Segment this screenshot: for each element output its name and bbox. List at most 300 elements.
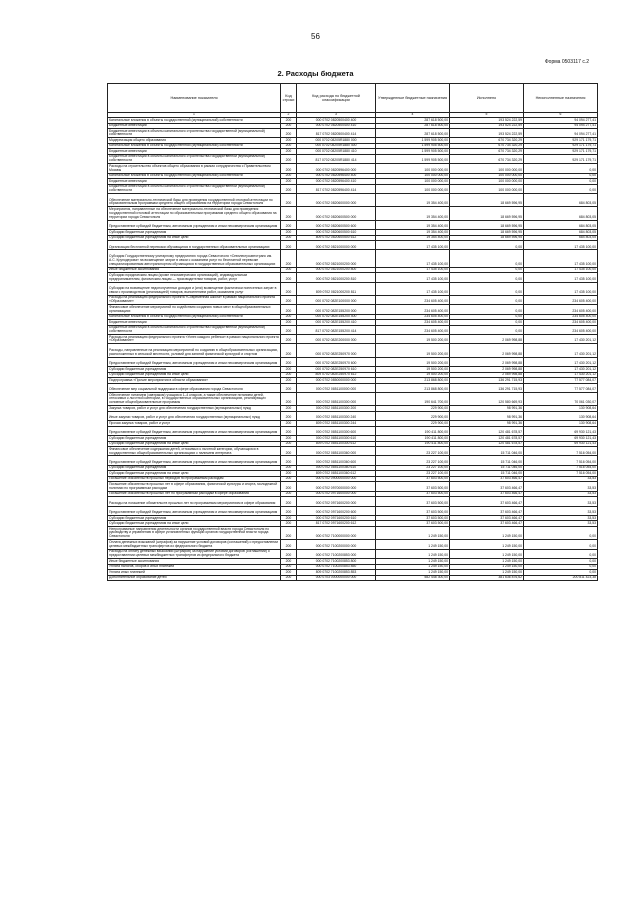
row-budget-code: 000 0702 7100000000 000 bbox=[297, 526, 376, 539]
row-unexecuted-amount: 7 516 054,00 bbox=[524, 447, 598, 456]
row-name: Капитальные вложения в объекты государственной (муниципальной) собственности bbox=[108, 173, 281, 179]
row-budget-code: 000 0702 0820596400 400 bbox=[297, 173, 376, 179]
row-line-code: 200 bbox=[281, 372, 297, 378]
header-code: Код расхода по бюджетной классификации bbox=[297, 84, 376, 113]
row-name: Бюджетные инвестиции в объекты капитального строительства государственной (муниципальной) собственности bbox=[108, 184, 281, 193]
row-executed-amount: 120 481 678,57 bbox=[450, 426, 524, 435]
row-unexecuted-amount: 200 811 423,38 bbox=[524, 575, 598, 581]
row-name: Субсидии бюджетным учреждениям bbox=[108, 367, 281, 373]
column-number: 3 bbox=[297, 113, 376, 118]
row-approved-amount: 19 354 400,00 bbox=[376, 235, 450, 241]
row-unexecuted-amount: 0,00 bbox=[524, 549, 598, 558]
row-line-code: 200 bbox=[281, 406, 297, 412]
table-row bbox=[108, 273, 598, 282]
row-unexecuted-amount: 33,53 bbox=[524, 497, 598, 506]
row-name: Бюджетные инвестиции в объекты капитального строительства государственной (муниципальной) собственности bbox=[108, 129, 281, 138]
row-executed-amount: 0,00 bbox=[450, 314, 524, 320]
row-budget-code: 000 0702 0820500400 400 bbox=[297, 118, 376, 124]
row-budget-code: 000 0702 08205R1880 000 bbox=[297, 138, 376, 144]
table-row bbox=[108, 383, 598, 392]
row-name: Предоставление субсидий бюджетным, автономным учреждениям и иным некоммерческим организациям bbox=[108, 357, 281, 366]
row-executed-amount: 670 734 320,29 bbox=[450, 138, 524, 144]
row-budget-code: 000 0702 0900000000 000 bbox=[297, 476, 376, 482]
row-unexecuted-amount: 7 516 054,00 bbox=[524, 471, 598, 477]
row-unexecuted-amount: 17 435 100,00 bbox=[524, 273, 598, 282]
row-unexecuted-amount: 929 171 179,71 bbox=[524, 149, 598, 155]
row-unexecuted-amount: 234 605 400,00 bbox=[524, 295, 598, 304]
row-approved-amount: 190 411 800,00 bbox=[376, 436, 450, 442]
row-executed-amount: 98 991,36 bbox=[450, 421, 524, 427]
row-unexecuted-amount: 17 430 201,12 bbox=[524, 372, 598, 378]
row-executed-amount: 98 991,36 bbox=[450, 411, 524, 420]
row-unexecuted-amount: 929 171 179,71 bbox=[524, 143, 598, 149]
row-line-code: 200 bbox=[281, 559, 297, 565]
row-approved-amount: 190 411 800,00 bbox=[376, 426, 450, 435]
row-name: Обеспечение материально-технической базы для проведения государственной итоговой аттестации по образовательным программам среднего общего образования на территории города Севастополя bbox=[108, 194, 281, 207]
table-row bbox=[108, 540, 598, 549]
table-row bbox=[108, 526, 598, 539]
row-line-code: 200 bbox=[281, 207, 297, 220]
row-approved-amount: 37 603 500,00 bbox=[376, 491, 450, 497]
row-budget-code: 809 0702 0820600500 612 bbox=[297, 235, 376, 241]
row-line-code: 200 bbox=[281, 549, 297, 558]
row-approved-amount: 37 603 500,00 bbox=[376, 515, 450, 521]
column-number: 1 bbox=[108, 113, 281, 118]
section-title: 2. Расходы бюджета bbox=[277, 69, 354, 78]
table-row bbox=[108, 325, 598, 334]
row-approved-amount: 229 900,00 bbox=[376, 411, 450, 420]
row-line-code: 200 bbox=[281, 506, 297, 515]
row-approved-amount: 234 605 400,00 bbox=[376, 320, 450, 326]
row-budget-code: 000 0702 082E155200 400 bbox=[297, 314, 376, 320]
row-approved-amount: 17 435 100,00 bbox=[376, 273, 450, 282]
row-line-code: 200 bbox=[281, 521, 297, 527]
row-unexecuted-amount: 69 930 121,43 bbox=[524, 436, 598, 442]
row-line-code: 200 bbox=[281, 314, 297, 320]
row-executed-amount: 0,00 bbox=[450, 267, 524, 273]
row-name: Субсидии бюджетным учреждениям bbox=[108, 436, 281, 442]
row-line-code: 200 bbox=[281, 540, 297, 549]
row-budget-code: 817 0702 082E155200 414 bbox=[297, 325, 376, 334]
row-unexecuted-amount: 33,53 bbox=[524, 506, 598, 515]
row-executed-amount: 0,00 bbox=[450, 320, 524, 326]
row-executed-amount: 15 711 046,00 bbox=[450, 471, 524, 477]
row-line-code: 200 bbox=[281, 220, 297, 229]
row-approved-amount: 1 249 150,00 bbox=[376, 564, 450, 570]
row-approved-amount: 1 249 150,00 bbox=[376, 526, 450, 539]
row-unexecuted-amount: 77 577 084,07 bbox=[524, 378, 598, 384]
row-budget-code: 000 0702 0971600200 600 bbox=[297, 506, 376, 515]
row-budget-code: 000 0702 0851100360 000 bbox=[297, 447, 376, 456]
row-executed-amount: 2 069 998,88 bbox=[450, 344, 524, 357]
row-budget-code: 000 0702 0971600200 610 bbox=[297, 515, 376, 521]
row-line-code: 200 bbox=[281, 482, 297, 491]
row-unexecuted-amount: 33,53 bbox=[524, 491, 598, 497]
row-line-code: 200 bbox=[281, 123, 297, 129]
column-number: 2 bbox=[281, 113, 297, 118]
row-name: Расходы, направленные на реализацию мероприятий по созданию в общеобразовательных организациях, расположенных в сельской местности, условий для занятий физической культурой и спортом bbox=[108, 344, 281, 357]
row-unexecuted-amount: 0,00 bbox=[524, 184, 598, 193]
row-approved-amount: 19 500 200,00 bbox=[376, 367, 450, 373]
row-unexecuted-amount: 17 430 201,12 bbox=[524, 334, 598, 343]
row-unexecuted-amount: 17 430 201,12 bbox=[524, 357, 598, 366]
row-name: Предоставление субсидий бюджетным, автономным учреждениям и иным некоммерческим организациям bbox=[108, 426, 281, 435]
table-row bbox=[108, 184, 598, 193]
row-line-code: 200 bbox=[281, 179, 297, 185]
column-number: 4 bbox=[376, 113, 450, 118]
row-unexecuted-amount: 684 803,05 bbox=[524, 235, 598, 241]
row-approved-amount: 1 599 905 500,00 bbox=[376, 154, 450, 163]
row-budget-code: 000 0702 7100200000 000 bbox=[297, 540, 376, 549]
row-name: Расходы на оплату денежных взысканий (штрафов) за нарушение условий договоров (соглашений) о предоставлении целевых межбюджетных трансфертов из федерального бюджета bbox=[108, 549, 281, 558]
row-line-code: 200 bbox=[281, 267, 297, 273]
row-unexecuted-amount: 234 605 400,00 bbox=[524, 305, 598, 314]
row-name: Иные бюджетные ассигнования bbox=[108, 267, 281, 273]
row-name: Капитальные вложения в объекты государственной (муниципальной) собственности bbox=[108, 118, 281, 124]
row-executed-amount: 193 524 222,59 bbox=[450, 129, 524, 138]
row-approved-amount: 287 618 500,00 bbox=[376, 123, 450, 129]
row-unexecuted-amount: 0,00 bbox=[524, 540, 598, 549]
row-approved-amount: 190 641 700,00 bbox=[376, 392, 450, 405]
row-executed-amount: 1 249 150,00 bbox=[450, 540, 524, 549]
table-row bbox=[108, 129, 598, 138]
row-unexecuted-amount: 684 803,05 bbox=[524, 194, 598, 207]
table-row bbox=[108, 411, 598, 420]
row-unexecuted-amount: 234 605 400,00 bbox=[524, 314, 598, 320]
row-name: Субсидии бюджетным учреждениям на иные цели bbox=[108, 372, 281, 378]
row-approved-amount: 37 603 500,00 bbox=[376, 482, 450, 491]
row-budget-code: 000 0703 0000000000 000 bbox=[297, 575, 376, 581]
row-line-code: 200 bbox=[281, 235, 297, 241]
row-budget-code: 809 0702 0821000200 811 bbox=[297, 282, 376, 295]
row-line-code: 200 bbox=[281, 164, 297, 173]
row-line-code: 200 bbox=[281, 491, 297, 497]
row-budget-code: 000 0702 0820600000 000 bbox=[297, 194, 376, 207]
row-unexecuted-amount: 17 435 100,00 bbox=[524, 250, 598, 267]
row-executed-amount: 381 636 876,62 bbox=[450, 575, 524, 581]
row-budget-code: 000 0702 0821000000 000 bbox=[297, 241, 376, 250]
form-code: Форма 0503117 с.2 bbox=[544, 59, 589, 65]
row-budget-code: 000 0702 0820596400 410 bbox=[297, 179, 376, 185]
row-approved-amount: 234 605 400,00 bbox=[376, 314, 450, 320]
header-row bbox=[108, 84, 598, 113]
row-executed-amount: 0,00 bbox=[450, 325, 524, 334]
row-budget-code: 000 0702 082E155200 410 bbox=[297, 320, 376, 326]
table-row bbox=[108, 344, 598, 357]
row-unexecuted-amount: 130 908,64 bbox=[524, 421, 598, 427]
row-executed-amount: 15 711 046,00 bbox=[450, 465, 524, 471]
row-budget-code: 000 0702 0970000000 000 bbox=[297, 482, 376, 491]
row-name: Расходы на погашение обязательств прошлых лет по программным мероприятиям в сфере образования bbox=[108, 497, 281, 506]
row-executed-amount: 2 069 998,88 bbox=[450, 357, 524, 366]
row-line-code: 200 bbox=[281, 344, 297, 357]
row-line-code: 200 bbox=[281, 526, 297, 539]
row-unexecuted-amount: 69 930 121,43 bbox=[524, 426, 598, 435]
row-unexecuted-amount: 929 171 179,71 bbox=[524, 154, 598, 163]
row-line-code: 200 bbox=[281, 421, 297, 427]
row-name: Субсидии бюджетным учреждениям на иные цели bbox=[108, 471, 281, 477]
row-line-code: 200 bbox=[281, 149, 297, 155]
row-line-code: 200 bbox=[281, 497, 297, 506]
table-row bbox=[108, 549, 598, 558]
row-executed-amount: 18 669 596,95 bbox=[450, 207, 524, 220]
row-executed-amount: 0,00 bbox=[450, 273, 524, 282]
row-line-code: 200 bbox=[281, 575, 297, 581]
row-approved-amount: 19 500 200,00 bbox=[376, 334, 450, 343]
row-executed-amount: 0,00 bbox=[450, 305, 524, 314]
row-name: Бюджетные инвестиции в объекты капитального строительства государственной (муниципальной) собственности bbox=[108, 154, 281, 163]
row-approved-amount: 23 227 100,00 bbox=[376, 465, 450, 471]
row-line-code: 200 bbox=[281, 426, 297, 435]
row-approved-amount: 234 605 400,00 bbox=[376, 305, 450, 314]
row-budget-code: 000 0702 082E250970 000 bbox=[297, 344, 376, 357]
row-name: Иные закупки товаров, работ и услуг для обеспечения государственных (муниципальных) нужд bbox=[108, 411, 281, 420]
row-executed-amount: 120 580 669,93 bbox=[450, 392, 524, 405]
row-executed-amount: 193 524 222,59 bbox=[450, 123, 524, 129]
row-unexecuted-amount: 94 094 277,41 bbox=[524, 123, 598, 129]
row-approved-amount: 19 500 200,00 bbox=[376, 372, 450, 378]
table-row bbox=[108, 426, 598, 435]
row-name: Уплата налогов, сборов и иных платежей bbox=[108, 564, 281, 570]
row-approved-amount: 19 500 200,00 bbox=[376, 357, 450, 366]
row-name: Субсидии бюджетным учреждениям на иные цели bbox=[108, 235, 281, 241]
row-line-code: 200 bbox=[281, 173, 297, 179]
row-unexecuted-amount: 17 430 201,12 bbox=[524, 367, 598, 373]
row-line-code: 200 bbox=[281, 392, 297, 405]
row-line-code: 200 bbox=[281, 436, 297, 442]
row-budget-code: 000 0702 0971600000 000 bbox=[297, 491, 376, 497]
row-approved-amount: 234 605 400,00 bbox=[376, 295, 450, 304]
row-name: Мероприятия, направленные на обеспечение материально-технической базы для проведения государственной итоговой аттестации по образовательным программам среднего общего образования на территории города Севастополя bbox=[108, 207, 281, 220]
row-name: Предоставление субсидий бюджетным, автономным учреждениям и иным некоммерческим организациям bbox=[108, 456, 281, 465]
row-line-code: 200 bbox=[281, 325, 297, 334]
row-budget-code: 809 0702 0851100300 612 bbox=[297, 441, 376, 447]
row-line-code: 200 bbox=[281, 184, 297, 193]
row-budget-code: 000 0702 082E200000 000 bbox=[297, 334, 376, 343]
expenses-table bbox=[107, 83, 598, 581]
row-line-code: 200 bbox=[281, 230, 297, 236]
row-line-code: 200 bbox=[281, 447, 297, 456]
row-approved-amount: 17 435 100,00 bbox=[376, 250, 450, 267]
row-name: Субсидии бюджетным учреждениям bbox=[108, 515, 281, 521]
row-unexecuted-amount: 17 435 100,00 bbox=[524, 282, 598, 295]
row-budget-code: 809 0702 0851100300 244 bbox=[297, 421, 376, 427]
row-executed-amount: 100 000 000,00 bbox=[450, 164, 524, 173]
row-budget-code: 000 0702 0851100360 610 bbox=[297, 465, 376, 471]
row-executed-amount: 37 603 466,47 bbox=[450, 476, 524, 482]
row-name: Прочая закупка товаров, работ и услуг bbox=[108, 421, 281, 427]
row-approved-amount: 1 599 905 500,00 bbox=[376, 138, 450, 144]
row-unexecuted-amount: 0,00 bbox=[524, 564, 598, 570]
table-row bbox=[108, 497, 598, 506]
row-budget-code: 000 0702 082E155200 000 bbox=[297, 305, 376, 314]
row-executed-amount: 2 069 998,88 bbox=[450, 334, 524, 343]
row-approved-amount: 100 000 000,00 bbox=[376, 164, 450, 173]
header-line: Код строки bbox=[281, 84, 297, 113]
row-line-code: 200 bbox=[281, 295, 297, 304]
row-budget-code: 000 0702 0820600500 000 bbox=[297, 207, 376, 220]
row-unexecuted-amount: 94 094 277,41 bbox=[524, 129, 598, 138]
row-budget-code: 000 0702 7100200853 000 bbox=[297, 549, 376, 558]
row-budget-code: 000 0702 082E100000 000 bbox=[297, 295, 376, 304]
row-approved-amount: 37 603 500,00 bbox=[376, 476, 450, 482]
row-approved-amount: 229 900,00 bbox=[376, 421, 450, 427]
row-line-code: 200 bbox=[281, 570, 297, 576]
row-name: Обеспечение мер социальной поддержки в сфере образования города Севастополя bbox=[108, 383, 281, 392]
table-row bbox=[108, 154, 598, 163]
row-unexecuted-amount: 130 908,64 bbox=[524, 411, 598, 420]
row-unexecuted-amount: 0,00 bbox=[524, 570, 598, 576]
row-approved-amount: 19 354 400,00 bbox=[376, 230, 450, 236]
header-executed: Исполнено bbox=[450, 84, 524, 113]
row-executed-amount: 2 069 998,88 bbox=[450, 367, 524, 373]
row-budget-code: 000 0702 0851100300 000 bbox=[297, 392, 376, 405]
row-executed-amount: 18 669 596,95 bbox=[450, 220, 524, 229]
row-budget-code: 000 0702 0820600500 600 bbox=[297, 220, 376, 229]
table-row bbox=[108, 164, 598, 173]
row-approved-amount: 100 000 000,00 bbox=[376, 173, 450, 179]
row-name: Финансовое обеспечение мероприятий по содействию созданию новых мест в общеобразовательных организациях bbox=[108, 305, 281, 314]
row-line-code: 200 bbox=[281, 282, 297, 295]
row-approved-amount: 213 868 800,00 bbox=[376, 383, 450, 392]
row-budget-code: 817 0702 08205R1880 414 bbox=[297, 154, 376, 163]
row-approved-amount: 100 000 000,00 bbox=[376, 184, 450, 193]
row-unexecuted-amount: 234 605 400,00 bbox=[524, 325, 598, 334]
row-line-code: 200 bbox=[281, 441, 297, 447]
row-line-code: 200 bbox=[281, 320, 297, 326]
row-executed-amount: 0,00 bbox=[450, 282, 524, 295]
row-unexecuted-amount: 33,53 bbox=[524, 521, 598, 527]
column-number: 5 bbox=[450, 113, 524, 118]
row-executed-amount: 136 291 715,93 bbox=[450, 383, 524, 392]
row-unexecuted-amount: 17 430 201,12 bbox=[524, 344, 598, 357]
row-approved-amount: 1 249 150,00 bbox=[376, 540, 450, 549]
row-unexecuted-amount: 33,53 bbox=[524, 515, 598, 521]
row-line-code: 200 bbox=[281, 334, 297, 343]
row-approved-amount: 23 227 100,00 bbox=[376, 447, 450, 456]
header-approved: Утвержденные бюджетные назначения bbox=[376, 84, 450, 113]
row-name: Иные бюджетные ассигнования bbox=[108, 559, 281, 565]
row-unexecuted-amount: 94 094 277,41 bbox=[524, 118, 598, 124]
row-approved-amount: 1 249 150,00 bbox=[376, 549, 450, 558]
row-unexecuted-amount: 0,00 bbox=[524, 179, 598, 185]
table-row bbox=[108, 220, 598, 229]
row-executed-amount: 18 669 596,95 bbox=[450, 230, 524, 236]
row-name: Бюджетные инвестиции bbox=[108, 320, 281, 326]
row-name: Расходы на реализацию федерального проекта «Современная школа» в рамках национального проекта «Образование» bbox=[108, 295, 281, 304]
row-executed-amount: 670 734 320,29 bbox=[450, 154, 524, 163]
row-approved-amount: 19 500 200,00 bbox=[376, 344, 450, 357]
row-name: Бюджетные инвестиции bbox=[108, 123, 281, 129]
table-row bbox=[108, 282, 598, 295]
table-row bbox=[108, 334, 598, 343]
row-executed-amount: 37 603 466,47 bbox=[450, 497, 524, 506]
row-approved-amount: 1 599 905 500,00 bbox=[376, 149, 450, 155]
row-name: Финансовое обеспечение содержания детей, относимых к льготной категории, обучающихся в государственных общеобразовательных организациях с наличием интерната bbox=[108, 447, 281, 456]
row-line-code: 200 bbox=[281, 378, 297, 384]
row-name: Бюджетные инвестиции bbox=[108, 149, 281, 155]
row-approved-amount: 19 354 400,00 bbox=[376, 220, 450, 229]
row-unexecuted-amount: 0,00 bbox=[524, 526, 598, 539]
row-name: Обеспечение питанием (завтраком) учащихся 1–4 классов, а также обеспечение питанием детей, относимых к льготной категории, в государственных образовательных организациях, реализующих основные общеобразовательные программы bbox=[108, 392, 281, 405]
row-approved-amount: 37 603 500,00 bbox=[376, 506, 450, 515]
row-name: Уплата иных платежей bbox=[108, 570, 281, 576]
row-executed-amount: 15 711 046,00 bbox=[450, 447, 524, 456]
row-name: Субсидии бюджетным учреждениям на иные цели bbox=[108, 441, 281, 447]
row-line-code: 200 bbox=[281, 357, 297, 366]
row-budget-code: 817 0702 0971600200 612 bbox=[297, 521, 376, 527]
row-line-code: 200 bbox=[281, 476, 297, 482]
row-budget-code: 000 0702 0820500400 410 bbox=[297, 123, 376, 129]
row-unexecuted-amount: 17 435 100,00 bbox=[524, 267, 598, 273]
table-row bbox=[108, 250, 598, 267]
row-executed-amount: 670 734 320,29 bbox=[450, 149, 524, 155]
row-budget-code: 000 0702 0851100000 000 bbox=[297, 383, 376, 392]
row-budget-code: 000 0702 0851100300 200 bbox=[297, 406, 376, 412]
row-unexecuted-amount: 17 435 100,00 bbox=[524, 241, 598, 250]
row-name: Расходы на реализацию федерального проекта «Успех каждого ребенка» в рамках национального проекта «Образование» bbox=[109, 334, 279, 343]
row-name: Погашение обязательств прошлых лет по программным расходам в сфере образования bbox=[108, 491, 281, 497]
column-number: 6 bbox=[524, 113, 598, 118]
row-unexecuted-amount: 69 930 121,43 bbox=[524, 441, 598, 447]
row-budget-code: 000 0702 082E250970 610 bbox=[297, 367, 376, 373]
table-row bbox=[108, 207, 598, 220]
table-row bbox=[108, 482, 598, 491]
row-approved-amount: 190 411 800,00 bbox=[376, 441, 450, 447]
row-unexecuted-amount: 684 803,05 bbox=[524, 207, 598, 220]
row-name: Подпрограмма «Прочие мероприятия в области образования» bbox=[108, 378, 281, 384]
table-row bbox=[108, 295, 598, 304]
row-approved-amount: 19 354 400,00 bbox=[376, 207, 450, 220]
row-budget-code: 000 0702 0851100360 600 bbox=[297, 456, 376, 465]
row-executed-amount: 120 481 678,57 bbox=[450, 441, 524, 447]
row-approved-amount: 582 448 300,00 bbox=[376, 575, 450, 581]
row-budget-code: 809 0702 0851100360 612 bbox=[297, 471, 376, 477]
row-name: Непрограммные направления деятельности органов государственной власти города Севастополя по руководству и управлению в сфере установленных функций органов государственной власти города Севастополя bbox=[108, 526, 281, 539]
row-line-code: 200 bbox=[281, 118, 297, 124]
row-budget-code: 000 0702 0851100300 240 bbox=[297, 411, 376, 420]
row-approved-amount: 229 900,00 bbox=[376, 406, 450, 412]
row-approved-amount: 37 603 500,00 bbox=[376, 497, 450, 506]
row-executed-amount: 100 000 000,00 bbox=[450, 179, 524, 185]
row-executed-amount: 1 249 150,00 bbox=[450, 570, 524, 576]
row-unexecuted-amount: 234 605 400,00 bbox=[524, 320, 598, 326]
row-line-code: 200 bbox=[281, 305, 297, 314]
row-approved-amount: 287 618 500,00 bbox=[376, 129, 450, 138]
row-budget-code: 000 0702 0820596400 000 bbox=[297, 164, 376, 173]
row-name: Расходы на строительство объектов общего образования в рамках сотрудничества с Правительством Москвы bbox=[108, 164, 281, 173]
row-name: Погашение обязательств прошлых периодов по программным расходам bbox=[108, 476, 281, 482]
row-line-code: 200 bbox=[281, 138, 297, 144]
row-name: Капитальные вложения в объекты государственной (муниципальной) собственности bbox=[108, 314, 281, 320]
row-executed-amount: 120 481 678,57 bbox=[450, 436, 524, 442]
row-executed-amount: 37 603 466,47 bbox=[450, 482, 524, 491]
row-executed-amount: 0,00 bbox=[450, 241, 524, 250]
row-unexecuted-amount: 684 803,05 bbox=[524, 230, 598, 236]
row-executed-amount: 2 069 998,88 bbox=[450, 372, 524, 378]
row-unexecuted-amount: 7 516 054,00 bbox=[524, 456, 598, 465]
row-unexecuted-amount: 33,53 bbox=[524, 476, 598, 482]
row-executed-amount: 100 000 000,00 bbox=[450, 184, 524, 193]
row-budget-code: 809 0702 082E250970 612 bbox=[297, 372, 376, 378]
row-budget-code: 000 0702 0821000200 810 bbox=[297, 273, 376, 282]
table-row bbox=[108, 194, 598, 207]
row-executed-amount: 18 669 596,95 bbox=[450, 235, 524, 241]
row-budget-code: 000 0702 0971600200 000 bbox=[297, 497, 376, 506]
row-name: Субсидии на возмещение недополученных доходов и (или) возмещение фактически понесенных затрат в связи с производством (реализацией) товаров, выполнением работ, оказанием услуг bbox=[108, 282, 281, 295]
row-budget-code: 817 0702 0820596400 414 bbox=[297, 184, 376, 193]
row-budget-code: 000 0702 082E250970 600 bbox=[297, 357, 376, 366]
